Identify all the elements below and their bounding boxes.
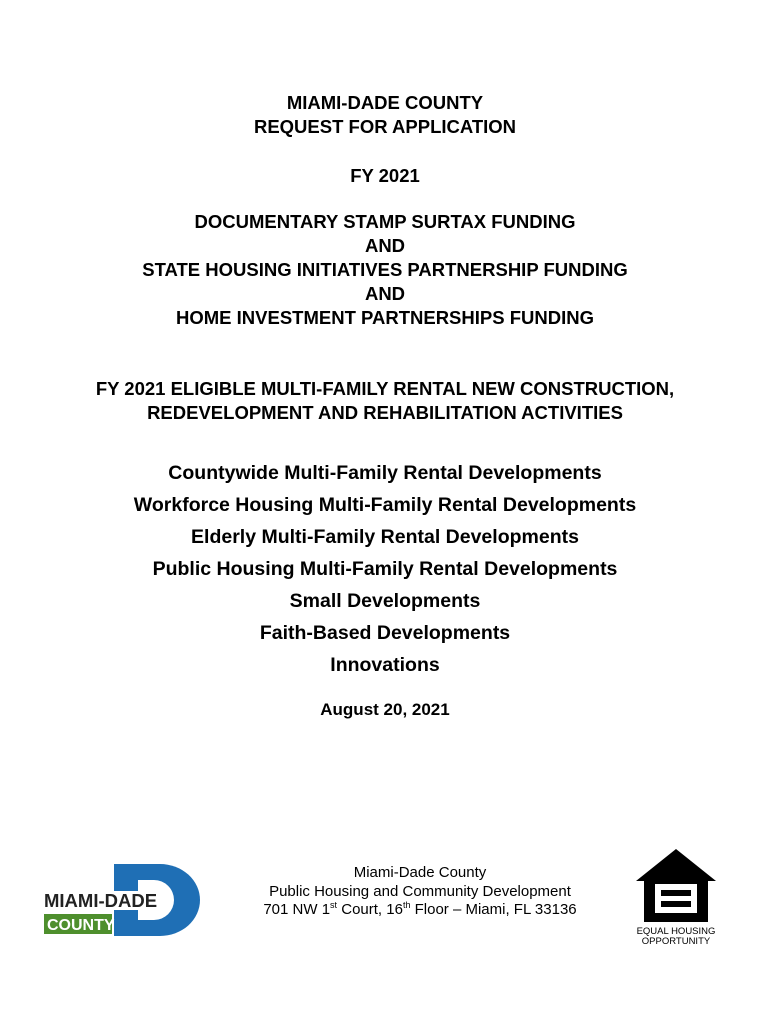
list-item: Public Housing Multi-Family Rental Developments (152, 558, 618, 580)
funding-line-2: STATE HOUSING INITIATIVES PARTNERSHIP FUNDING (142, 259, 628, 280)
list-item: Workforce Housing Multi-Family Rental Developments (133, 494, 637, 516)
logo-text-bottom: COUNTY (47, 917, 115, 934)
list-item: Small Developments (289, 590, 481, 612)
house-window (655, 884, 697, 913)
address-line-2: Public Housing and Community Development (269, 882, 571, 900)
document-date: August 20, 2021 (320, 700, 450, 719)
funding-line-1: DOCUMENTARY STAMP SURTAX FUNDING (194, 211, 576, 232)
miami-dade-county-logo (42, 864, 202, 936)
fiscal-year: FY 2021 (350, 165, 420, 186)
list-item: Innovations (330, 654, 440, 676)
eho-text-line-1: EQUAL HOUSING (636, 926, 716, 937)
funding-and-2: AND (364, 283, 406, 304)
eho-text-line-2: OPPORTUNITY (641, 936, 711, 947)
eligible-line-1: FY 2021 ELIGIBLE MULTI-FAMILY RENTAL NEW CONSTRUCTION, (95, 378, 675, 399)
funding-line-3: HOME INVESTMENT PARTNERSHIPS FUNDING (176, 307, 594, 328)
address-line-3: 701 NW 1st Court, 16th Floor – Miami, FL 33136 (263, 900, 577, 918)
eligible-line-2: REDEVELOPMENT AND REHABILITATION ACTIVITIES (147, 402, 623, 423)
logo-text-top: MIAMI-DADE (44, 890, 158, 911)
list-item: Faith-Based Developments (259, 622, 511, 644)
address-line-1: Miami-Dade County (353, 864, 487, 881)
funding-and-1: AND (364, 235, 406, 256)
eligible-activities (0, 377, 770, 425)
equal-housing-opportunity-logo (634, 847, 718, 947)
list-item: Elderly Multi-Family Rental Developments (191, 526, 579, 548)
address-block (230, 864, 610, 920)
title-block (0, 91, 770, 139)
category-list (0, 457, 770, 681)
document-type: REQUEST FOR APPLICATION (253, 116, 517, 137)
equal-bar-bottom (661, 901, 691, 907)
list-item: Countywide Multi-Family Rental Developments (168, 462, 602, 484)
funding-block (0, 210, 770, 330)
equal-bar-top (661, 890, 691, 896)
org-name: MIAMI-DADE COUNTY (286, 92, 484, 113)
